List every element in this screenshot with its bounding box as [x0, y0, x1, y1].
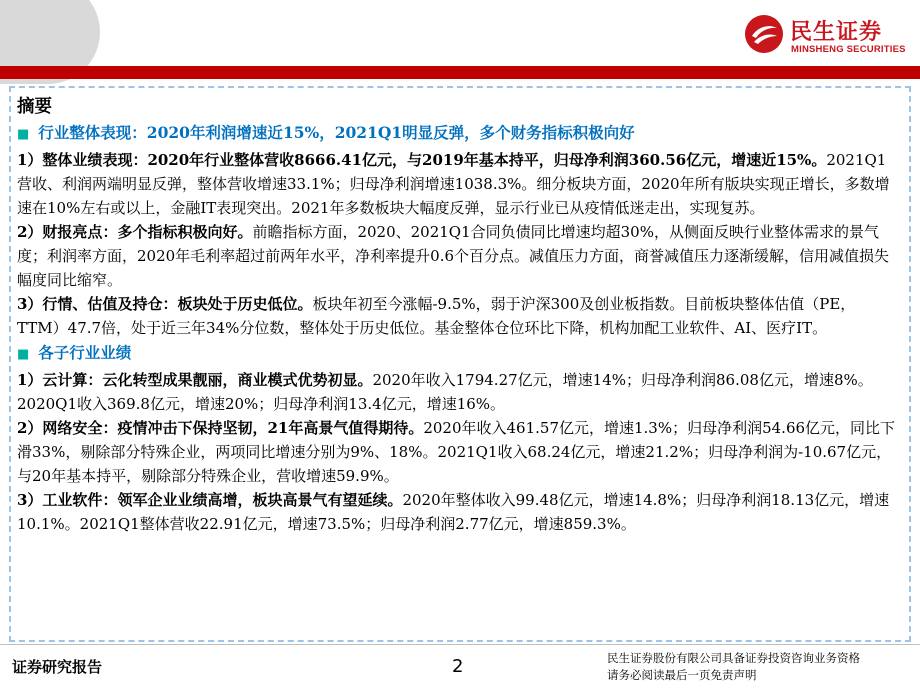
- paragraph-body: 2021Q1营收、利润两端明显反弹，整体营收增速33.1%；归母净利润增速1038.3%。细分板块方面，2020年所有版块实现正增长，多数增速在10%左右或以上，金融IT表现突出。2021年多数板块大幅度反弹，显示行业已从疫情低迷走出，实现复苏。: [17, 151, 890, 217]
- footer-disclaimer: [607, 650, 912, 684]
- summary-box: [9, 86, 911, 642]
- footer-divider: [0, 644, 920, 645]
- paragraph-lead: 3）行情、估值及持仓：板块处于历史低位。: [17, 295, 313, 313]
- logo-english-name: MINSHENG SECURITIES: [791, 44, 906, 55]
- paragraph-body: 2020年收入1794.27亿元，增速14%；归母净利润86.08亿元，增速8%。2020Q1收入369.8亿元，增速20%；归母净利润13.4亿元，增速16%。: [17, 371, 873, 413]
- section-heading-industry: [17, 120, 897, 148]
- paragraph-lead: 1）云计算：云化转型成果靓丽，商业模式优势初显。: [17, 371, 373, 389]
- section-heading-subindustry-text: 各子行业业绩: [38, 343, 132, 362]
- footer-qualification: 民生证券股份有限公司具备证券投资咨询业务资格: [607, 651, 860, 665]
- logo-chinese-name: 民生证券: [790, 20, 883, 45]
- paragraph-lead: 1）整体业绩表现：2020年行业整体营收8666.41亿元，与2019年基本持平，归母净利润360.56亿元，增速近15%。: [17, 151, 827, 169]
- paragraph-lead: 2）网络安全：疫情冲击下保持坚韧，21年高景气值得期待。: [17, 419, 424, 437]
- bullet-icon: ■: [17, 127, 30, 142]
- paragraph-cloud-computing: [17, 368, 897, 416]
- paragraph-body: 2020年收入461.57亿元，增速1.3%；归母净利润54.66亿元，同比下滑33%，剔除部分特殊企业，两项同比增速分别为9%、18%。2021Q1收入68.24亿元，增速21.2%；归母净利润为-10.67亿元，与20年基本持平，剔除部分特殊企业，营收增速59.9%。: [17, 419, 896, 485]
- paragraph-lead: 3）工业软件：领军企业业绩高增，板块高景气有望延续。: [17, 491, 403, 509]
- bullet-icon: ■: [17, 347, 30, 362]
- footer-report-type: 证券研究报告: [12, 658, 103, 676]
- logo-mark-icon: [744, 14, 784, 54]
- paragraph-overall-performance: [17, 148, 897, 220]
- section-heading-industry-text: 行业整体表现：2020年利润增速近15%，2021Q1明显反弹，多个财务指标积极向好: [38, 123, 635, 142]
- paragraph-lead: 2）财报亮点：多个指标积极向好。: [17, 223, 253, 241]
- paragraph-body: 板块年初至今涨幅-9.5%，弱于沪深300及创业板指数。目前板块整体估值（PE，TTM）47.7倍，处于近三年34%分位数，整体处于历史低位。基金整体仓位环比下降，机构加配工业软件、AI、医疗IT。: [17, 295, 856, 337]
- summary-title: 摘要: [17, 97, 52, 117]
- paragraph-report-highlights: [17, 220, 897, 292]
- section-heading-subindustry: [17, 340, 897, 368]
- company-logo: [742, 14, 912, 58]
- paragraph-valuation: [17, 292, 897, 340]
- footer-disclaimer-note: 请务必阅读最后一页免责声明: [607, 668, 757, 682]
- paragraph-network-security: [17, 416, 897, 488]
- paragraph-body: 2020年整体收入99.48亿元，增速14.8%；归母净利润18.13亿元，增速10.1%。2021Q1整体营收22.91亿元，增速73.5%；归母净利润2.77亿元，增速859.3%。: [17, 491, 890, 533]
- paragraph-industrial-software: [17, 488, 897, 536]
- paragraph-body: 前瞻指标方面，2020、2021Q1合同负债同比增速均超30%，从侧面反映行业整体需求的景气度；利润率方面，2020年毛利率超过前两年水平，净利率提升0.6个百分点。减值压力方面，商誉减值压力逐渐缓解，信用减值损失幅度同比缩窄。: [17, 223, 890, 289]
- header-red-bar: [0, 66, 920, 79]
- page-number: 2: [452, 656, 464, 677]
